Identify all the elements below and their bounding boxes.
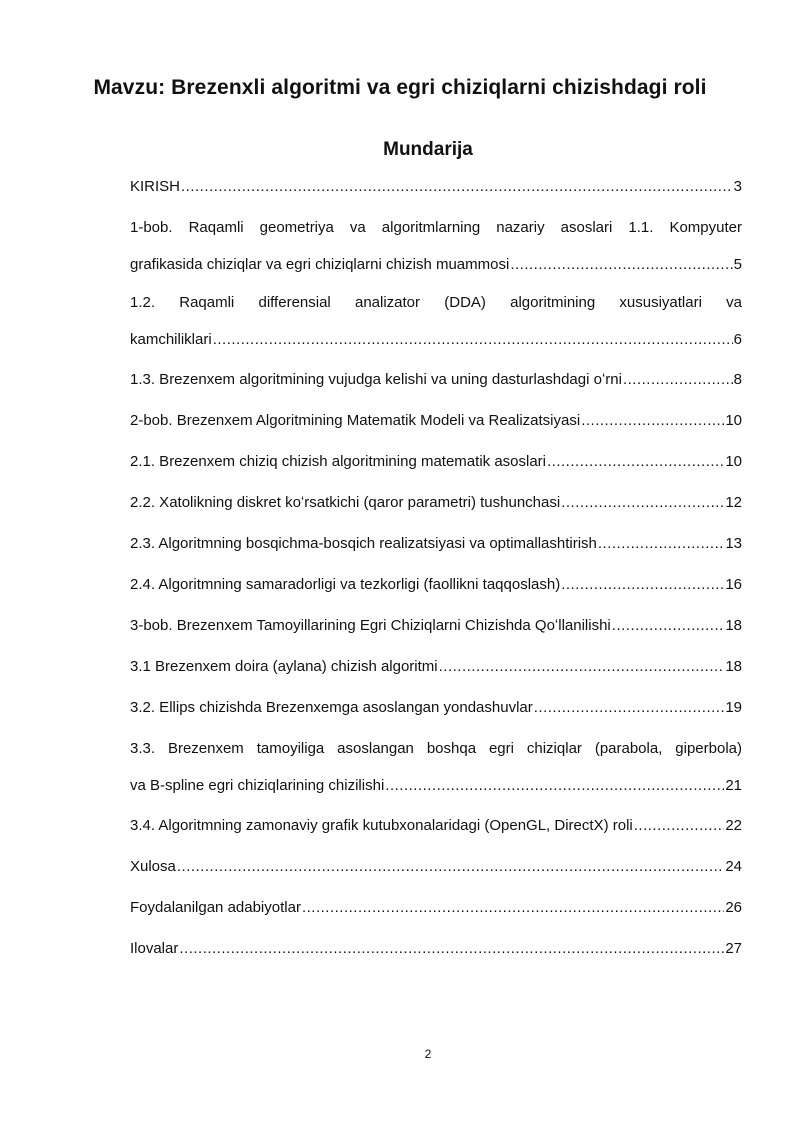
toc-entry[interactable] — [130, 493, 742, 513]
toc-leader-dots — [581, 411, 724, 431]
toc-leader-dots — [612, 616, 725, 636]
toc-entry-page: 8 — [733, 371, 742, 388]
toc-entry[interactable] — [130, 816, 742, 836]
toc-entry[interactable] — [130, 534, 742, 554]
toc-entry-title: 2.1. Brezenxem chiziq chizish algoritmining matematik asoslari — [130, 453, 547, 470]
toc-entry-page: 10 — [725, 412, 742, 429]
toc-leader-dots — [547, 452, 724, 472]
toc-entry[interactable] — [130, 898, 742, 918]
toc-entry-page: 16 — [725, 576, 742, 593]
toc-entry-title: 3.1 Brezenxem doira (aylana) chizish algoritmi — [130, 658, 438, 675]
toc-entry[interactable] — [130, 411, 742, 431]
toc-entry[interactable] — [130, 616, 742, 636]
toc-entry[interactable] — [130, 575, 742, 595]
toc-leader-dots — [179, 939, 724, 959]
toc-entry-page: 19 — [725, 699, 742, 716]
toc-leader-dots — [534, 698, 725, 718]
toc-entry-page: 12 — [725, 494, 742, 511]
toc-entry[interactable] — [130, 857, 742, 877]
toc-entry[interactable] — [130, 370, 742, 390]
toc-entry[interactable] — [130, 218, 742, 275]
toc-entry-title: 2.2. Xatolikning diskret koʻrsatkichi (qaror parametri) tushunchasi — [130, 494, 561, 511]
toc-leader-dots — [177, 857, 724, 877]
toc-entry-page: 18 — [725, 658, 742, 675]
toc-leader-dots — [561, 575, 724, 595]
toc-entry-title: Ilovalar — [130, 940, 179, 957]
toc-entry[interactable] — [130, 177, 742, 197]
toc-leader-dots — [598, 534, 724, 554]
toc-entry-title: KIRISH — [130, 178, 181, 195]
toc-leader-dots — [181, 177, 733, 197]
toc-leader-dots — [213, 330, 733, 350]
toc-entry-title-line: 3.3. Brezenxem tamoyiliga asoslangan boshqa egri chiziqlar (parabola, giperbola) — [130, 740, 742, 757]
toc-entry[interactable] — [130, 939, 742, 959]
page-number: 2 — [424, 1047, 432, 1061]
toc-entry-page: 5 — [733, 256, 742, 273]
toc-entry-page: 13 — [725, 535, 742, 552]
toc-entry-page: 21 — [725, 777, 742, 794]
toc-entry-title: 2.3. Algoritmning bosqichma-bosqich realizatsiyasi va optimallashtirish — [130, 535, 597, 552]
toc-entry-page: 18 — [725, 617, 742, 634]
toc-entry-page: 27 — [725, 940, 742, 957]
toc-leader-dots — [302, 898, 724, 918]
toc-entry-title: 2.4. Algoritmning samaradorligi va tezkorligi (faollikni taqqoslash) — [130, 576, 561, 593]
toc-leader-dots — [385, 776, 724, 796]
toc-entry-title: Xulosa — [130, 858, 176, 875]
toc-leader-dots — [634, 816, 725, 836]
toc-entry-title-line: 1-bob. Raqamli geometriya va algoritmlarning nazariy asoslari 1.1. Kompyuter — [130, 219, 742, 236]
toc-heading: Mundarija — [383, 139, 473, 160]
toc-entry-title: Foydalanilgan adabiyotlar — [130, 899, 301, 916]
toc-leader-dots — [561, 493, 724, 513]
toc-entry-page: 26 — [725, 899, 742, 916]
toc-leader-dots — [623, 370, 733, 390]
toc-entry-page: 10 — [725, 453, 742, 470]
toc-entry[interactable] — [130, 293, 742, 350]
toc-entry[interactable] — [130, 698, 742, 718]
toc-entry[interactable] — [130, 657, 742, 677]
toc-entry-title-line: 1.2. Raqamli differensial analizator (DDA) algoritmining xususiyatlari va — [130, 294, 742, 311]
toc-leader-dots — [510, 255, 732, 275]
toc-entry-page: 3 — [733, 178, 742, 195]
toc-entry-title: 3.4. Algoritmning zamonaviy grafik kutubxonalaridagi (OpenGL, DirectX) roli — [130, 817, 633, 834]
toc-entry[interactable] — [130, 452, 742, 472]
toc-entry-title: va B-spline egri chiziqlarining chizilishi — [130, 777, 385, 794]
toc-entry-title: 1.3. Brezenxem algoritmining vujudga kelishi va uning dasturlashdagi oʻrni — [130, 371, 622, 388]
toc-entry-title: 2-bob. Brezenxem Algoritmining Matematik Modeli va Realizatsiyasi — [130, 412, 581, 429]
toc-leader-dots — [439, 657, 725, 677]
toc-entry[interactable] — [130, 739, 742, 796]
toc-entry-title: grafikasida chiziqlar va egri chiziqlarni chizish muammosi — [130, 256, 510, 273]
toc-entry-title: 3.2. Ellips chizishda Brezenxemga asoslangan yondashuvlar — [130, 699, 533, 716]
toc-entry-title: 3-bob. Brezenxem Tamoyillarining Egri Chiziqlarni Chizishda Qoʻllanilishi — [130, 617, 611, 634]
toc-entry-page: 6 — [733, 331, 742, 348]
document-title: Mavzu: Brezenxli algoritmi va egri chiziqlarni chizishdagi roli — [93, 76, 707, 99]
toc-entry-page: 22 — [725, 817, 742, 834]
toc-entry-title: kamchiliklari — [130, 331, 212, 348]
toc-entry-page: 24 — [725, 858, 742, 875]
